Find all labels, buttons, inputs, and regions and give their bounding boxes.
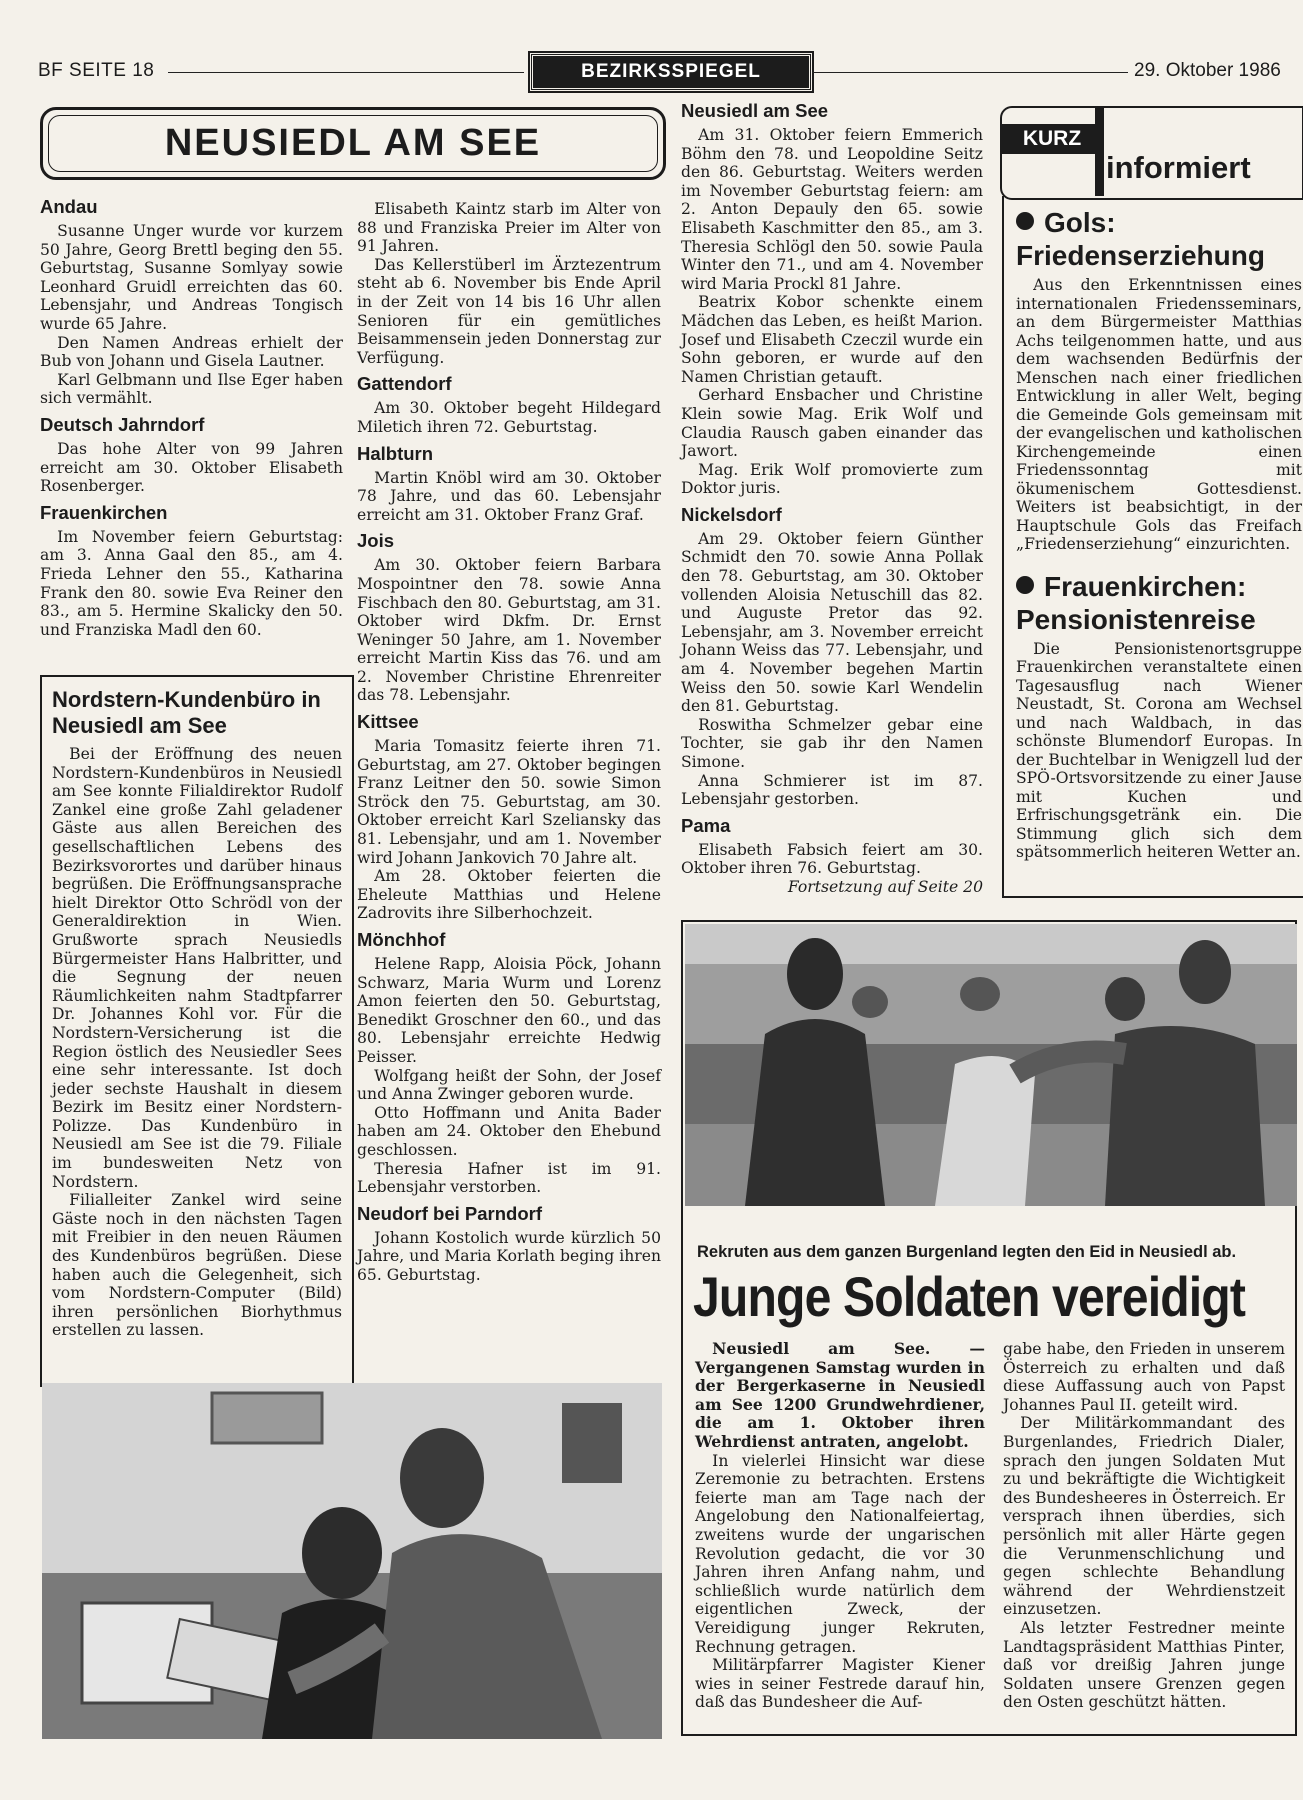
soldier-text-right (1003, 1340, 1285, 1712)
section-heading: Halbturn (357, 442, 434, 464)
paragraph: Militärpfarrer Magister Kiener wies in seiner Festrede darauf hin, daß das Bundesheer die Auf- (695, 1656, 985, 1712)
kurz-item-title: Gols: Friedenserziehung (1016, 207, 1265, 271)
paragraph: Elisabeth Fabsich feiert am 30. Oktober ihren 76. Geburtstag. (681, 840, 983, 878)
section-heading: Andau (40, 196, 98, 217)
paragraph: Helene Rapp, Aloisia Pöck, Johann Schwarz, Maria Wurm und Lorenz Amon feierten den 50. Geburtstag, Benedikt Groschner den 60., und das 80. Lebensjahr erreichte Hedwig Peisser. (357, 955, 661, 1066)
section-heading: Mönchhof (357, 929, 446, 950)
paragraph: Beatrix Kobor schenkte einem Mädchen das Leben, es heißt Marion. Josef und Elisabeth Czeczil wurde ein Sohn geboren, er wurde auf den Namen Christian getauft. (681, 293, 983, 386)
bullet-icon (1016, 212, 1034, 230)
paragraph: Johann Kostolich wurde kürzlich 50 Jahre, und Maria Korlath beging ihren 65. Geburtstag. (357, 1228, 661, 1284)
section-title: BEZIRKSSPIEGEL (530, 53, 812, 91)
kurz-item-text: Die Pensionistenortsgruppe Frauenkirchen veranstaltete einen Tagesausflug nach Wiener Neustadt, St. Corona am Wechsel und nach Waldbach, in das schönste Blumendorf Europas. In der Buchtelbar in Wenigzell lud der SPÖ-Ortsvorsitzende zu einer Jause mit Kuchen und Erfrischungsgetränk ein. Die Stimmung glich sich dem spätsommerlich heiteren Wetter an. (1016, 639, 1302, 861)
section-heading: Neudorf bei Parndorf (357, 1202, 543, 1224)
paragraph: Maria Tomasitz feierte ihren 71. Geburtstag, am 27. Oktober begingen Franz Leitner den 50. sowie Simon Ströck den 75. Geburtstag, am 30. Oktober erreicht Karl Szeliansky das 81. Lebensjahr, und am 1. November wird Johann Jankovich 70 Jahre alt. (357, 737, 661, 867)
paragraph: Der Militärkommandant des Burgenlandes, Friedrich Dialer, sprach den jungen Soldaten Mut zu und bekräftigte die Wichtigkeit des Bundesheeres in Österreich. Er versprach ihnen überdies, sich persönlich mit aller Härte gegen die Verunmenschlichung und gegen schlechte Behandlung während der Wehrdienstzeit einzusetzen. (1003, 1414, 1285, 1619)
paragraph: Anna Schmierer ist im 87. Lebensjahr gestorben. (681, 771, 983, 809)
header-rule-right (812, 72, 1128, 73)
paragraph: Den Namen Andreas erhielt der Bub von Johann und Gisela Lautner. (40, 333, 343, 371)
paragraph: Gerhard Ensbacher und Christine Klein sowie Mag. Erik Wolf und Claudia Rausch gaben einander das Jawort. (681, 386, 983, 461)
soldier-article-box (681, 920, 1297, 1736)
paragraph: Karl Gelbmann und Ilse Eger haben sich vermählt. (40, 370, 343, 408)
computer-photo-illustration (42, 1383, 662, 1739)
main-title: NEUSIEDL AM SEE (48, 115, 658, 172)
section-heading: Gattendorf (357, 373, 452, 395)
section-heading: Frauenkirchen (40, 501, 168, 523)
kurz-title: informiert (1106, 150, 1251, 185)
paragraph: gabe habe, den Frieden in unserem Österreich zu erhalten und daß diese Auffassung auch von Papst Johannes Paul II. geteilt wird. (1003, 1340, 1285, 1414)
paragraph: Otto Hoffmann und Anita Bader haben am 24. Oktober den Ehebund geschlossen. (357, 1103, 661, 1159)
section-heading: Pama (681, 814, 731, 836)
column-1 (40, 190, 343, 639)
section-heading: Deutsch Jahrndorf (40, 413, 205, 435)
paragraph: Roswitha Schmelzer gebar eine Tochter, sie gab ihr den Namen Simone. (681, 715, 983, 771)
column-2 (357, 200, 661, 1285)
nordstern-box (40, 675, 354, 1387)
paragraph: Bei der Eröffnung des neuen Nordstern-Kundenbüros in Neusiedl am See konnte Filialdirektor Rudolf Zankel eine große Zahl geladener Gäste aus allen Bereichen des gesellschaftlichen Lebens des Bezirksvorortes und darüber hinaus begrüßen. Die Eröffnungsansprache hielt Direktor Otto Schrödl von der Generaldirektion in Wien. Grußworte sprach Neusiedls Bürgermeister Hans Halbritter, und die Segnung der neuen Räumlichkeiten nahm Stadtpfarrer Dr. Johannes Kohl vor. Für die Nordstern-Versicherung ist die Region östlich des Neusiedler Sees eine sehr interessante. Ist doch jeder sechste Haushalt in diesem Bezirk im Besitz einer Nordstern-Polizze. Das Kundenbüro in Neusiedl am See ist die 79. Filiale im bundesweiten Netz von Nordstern. (52, 745, 342, 1191)
kurz-item-text: Aus den Erkenntnissen eines internationalen Friedensseminars, an dem Bürgermeister Matthias Achs teilgenommen hatte, und aus dem wachsenden Bedürfnis der Menschen nach einer friedlichen Entwicklung in aller Welt, beging die Gemeinde Gols gemeinsam mit der evangelischen und katholischen Kirchengemeinde einen Friedenssonntag mit ökumenischem Gottesdienst. Weiters ist beabsichtigt, in der Hauptschule Gols das Freifach „Friedenserziehung“ einzurichten. (1016, 276, 1302, 553)
paragraph: Wolfgang heißt der Sohn, der Josef und Anna Zwinger geboren wurde. (357, 1066, 661, 1104)
kurz-bar (1095, 108, 1104, 196)
page-label: BF SEITE 18 (38, 60, 155, 81)
computer-photo (42, 1383, 662, 1739)
issue-date: 29. Oktober 1986 (1134, 60, 1281, 81)
paragraph: Theresia Hafner ist im 91. Lebensjahr verstorben. (357, 1159, 661, 1197)
section-heading: Kittsee (357, 711, 419, 733)
paragraph: Filialleiter Zankel wird seine Gäste noch in den nächsten Tagen mit Freibier in den neuen Räumen des Kundenbüros begrüßen. Diese haben auch die Gelegenheit, sich vom Nordstern-Computer (Bild) ihren persönlichen Biorhythmus erstellen zu lassen. (52, 1191, 342, 1340)
kurz-informiert-box (1002, 196, 1303, 898)
paragraph: Am 30. Oktober feiern Barbara Mospointner den 78. sowie Anna Fischbach den 80. Geburtstag, am 31. Oktober wird Dkfm. Dr. Ernst Weninger 50 Jahre, am 1. November erreicht Martin Kiss das 76. und am 2. November Christine Ehrenreiter das 78. Lebensjahr. (357, 556, 661, 705)
paragraph: Das Kellerstüberl im Ärztezentrum steht ab 6. November bis Ende April in der Zeit von 14 bis 16 Uhr allen Senioren für ein gemütliches Beisammensein jeden Donnerstag zur Verfügung. (357, 255, 661, 367)
paragraph: Am 30. Oktober begeht Hildegard Miletich ihren 72. Geburtstag. (357, 399, 661, 436)
nordstern-title: Nordstern-Kundenbüro in Neusiedl am See (52, 687, 321, 738)
section-heading: Nickelsdorf (681, 503, 782, 525)
kurz-informiert-header (1000, 106, 1303, 200)
soldier-text-left (695, 1340, 985, 1712)
paragraph: Susanne Unger wurde vor kurzem 50 Jahre, Georg Brettl beging den 55. Geburtstag, Susanne Somlyay sowie Leonhard Gruidl erreichten das 60. Lebensjahr, und Andreas Tongisch wurde 65 Jahre. (40, 222, 343, 333)
paragraph: Am 28. Oktober feierten die Eheleute Matthias und Helene Zadrovits ihre Silberhochzeit. (357, 867, 661, 923)
paragraph: In vielerlei Hinsicht war diese Zeremonie zu betrachten. Erstens feierte man am Tage nach der Angelobung den Nationalfeiertag, zweitens wurde der ungarischen Revolution gedacht, die vor 30 Jahren ihren Anfang nahm, und schließlich wurde natürlich dem eigentlichen Zweck, der Vereidigung junger Rekruten, Rechnung getragen. (695, 1451, 985, 1656)
paragraph: Am 29. Oktober feiern Günther Schmidt den 70. sowie Anna Pollak den 78. Geburtstag, am 30. Oktober vollenden Aloisia Netuschill das 82. und Auguste Pretor das 92. Lebensjahr, am 3. November erreicht Johann Weiss das 77. Lebensjahr, und am 4. November begehen Martin Weiss den 50. sowie Karl Wendelin den 81. Geburtstag. (681, 529, 983, 716)
section-heading: Jois (357, 530, 395, 552)
paragraph: Das hohe Alter von 99 Jahren erreicht am 30. Oktober Elisabeth Rosenberger. (40, 439, 343, 496)
continuation-note: Fortsetzung auf Seite 20 (787, 877, 983, 896)
kurz-item-title: Frauenkirchen: Pensionistenreise (1016, 570, 1256, 635)
lead-paragraph: Neusiedl am See. — Vergangenen Samstag wurden in der Bergerkaserne in Neusiedl am See 1200 Grundwehrdiener, die am 1. Oktober ihren Wehrdienst antraten, angelobt. (695, 1339, 985, 1451)
paragraph: Mag. Erik Wolf promovierte zum Doktor juris. (681, 460, 983, 498)
paragraph: Elisabeth Kaintz starb im Alter von 88 und Franziska Preier im Alter von 91 Jahren. (357, 200, 661, 256)
section-heading: Neusiedl am See (681, 100, 829, 121)
header-rule-left (168, 72, 524, 73)
paragraph: Am 31. Oktober feiern Emmerich Böhm den 78. und Leopoldine Seitz den 86. Geburtstag. Weiters werden im November Geburtstag feiern: am 2. Anton Depauly den 65. sowie Elisabeth Kaschmitter den 85., am 3. Theresia Schlögl den 50. sowie Paula Winter den 71., und am 4. November wird Maria Prockl 81 Jahre. (681, 126, 983, 293)
column-3 (681, 100, 983, 897)
soldier-headline: Junge Soldaten vereidigt (693, 1265, 1246, 1328)
paragraph: Im November feiern Geburtstag: am 3. Anna Gaal den 85., am 4. Frieda Lehner den 55., Katharina Frank den 80. sowie Eva Reiner den 83., am 5. Hermine Skalicky den 50. und Franziska Madl den 60. (40, 527, 343, 639)
paragraph: Martin Knöbl wird am 30. Oktober 78 Jahre, und das 60. Lebensjahr erreicht am 31. Oktober Franz Graf. (357, 468, 661, 524)
main-title-box (40, 107, 666, 180)
photo-caption: Rekruten aus dem ganzen Burgenland legten den Eid in Neusiedl ab. (697, 1243, 1237, 1261)
soldier-photo (685, 924, 1297, 1206)
kurz-badge: KURZ (1002, 124, 1102, 154)
paragraph: Als letzter Festredner meinte Landtagspräsident Matthias Pinter, daß vor dreißig Jahren junge Soldaten unsere Grenzen gegen den Osten geschützt hätten. (1003, 1618, 1285, 1712)
bullet-icon (1016, 576, 1034, 594)
